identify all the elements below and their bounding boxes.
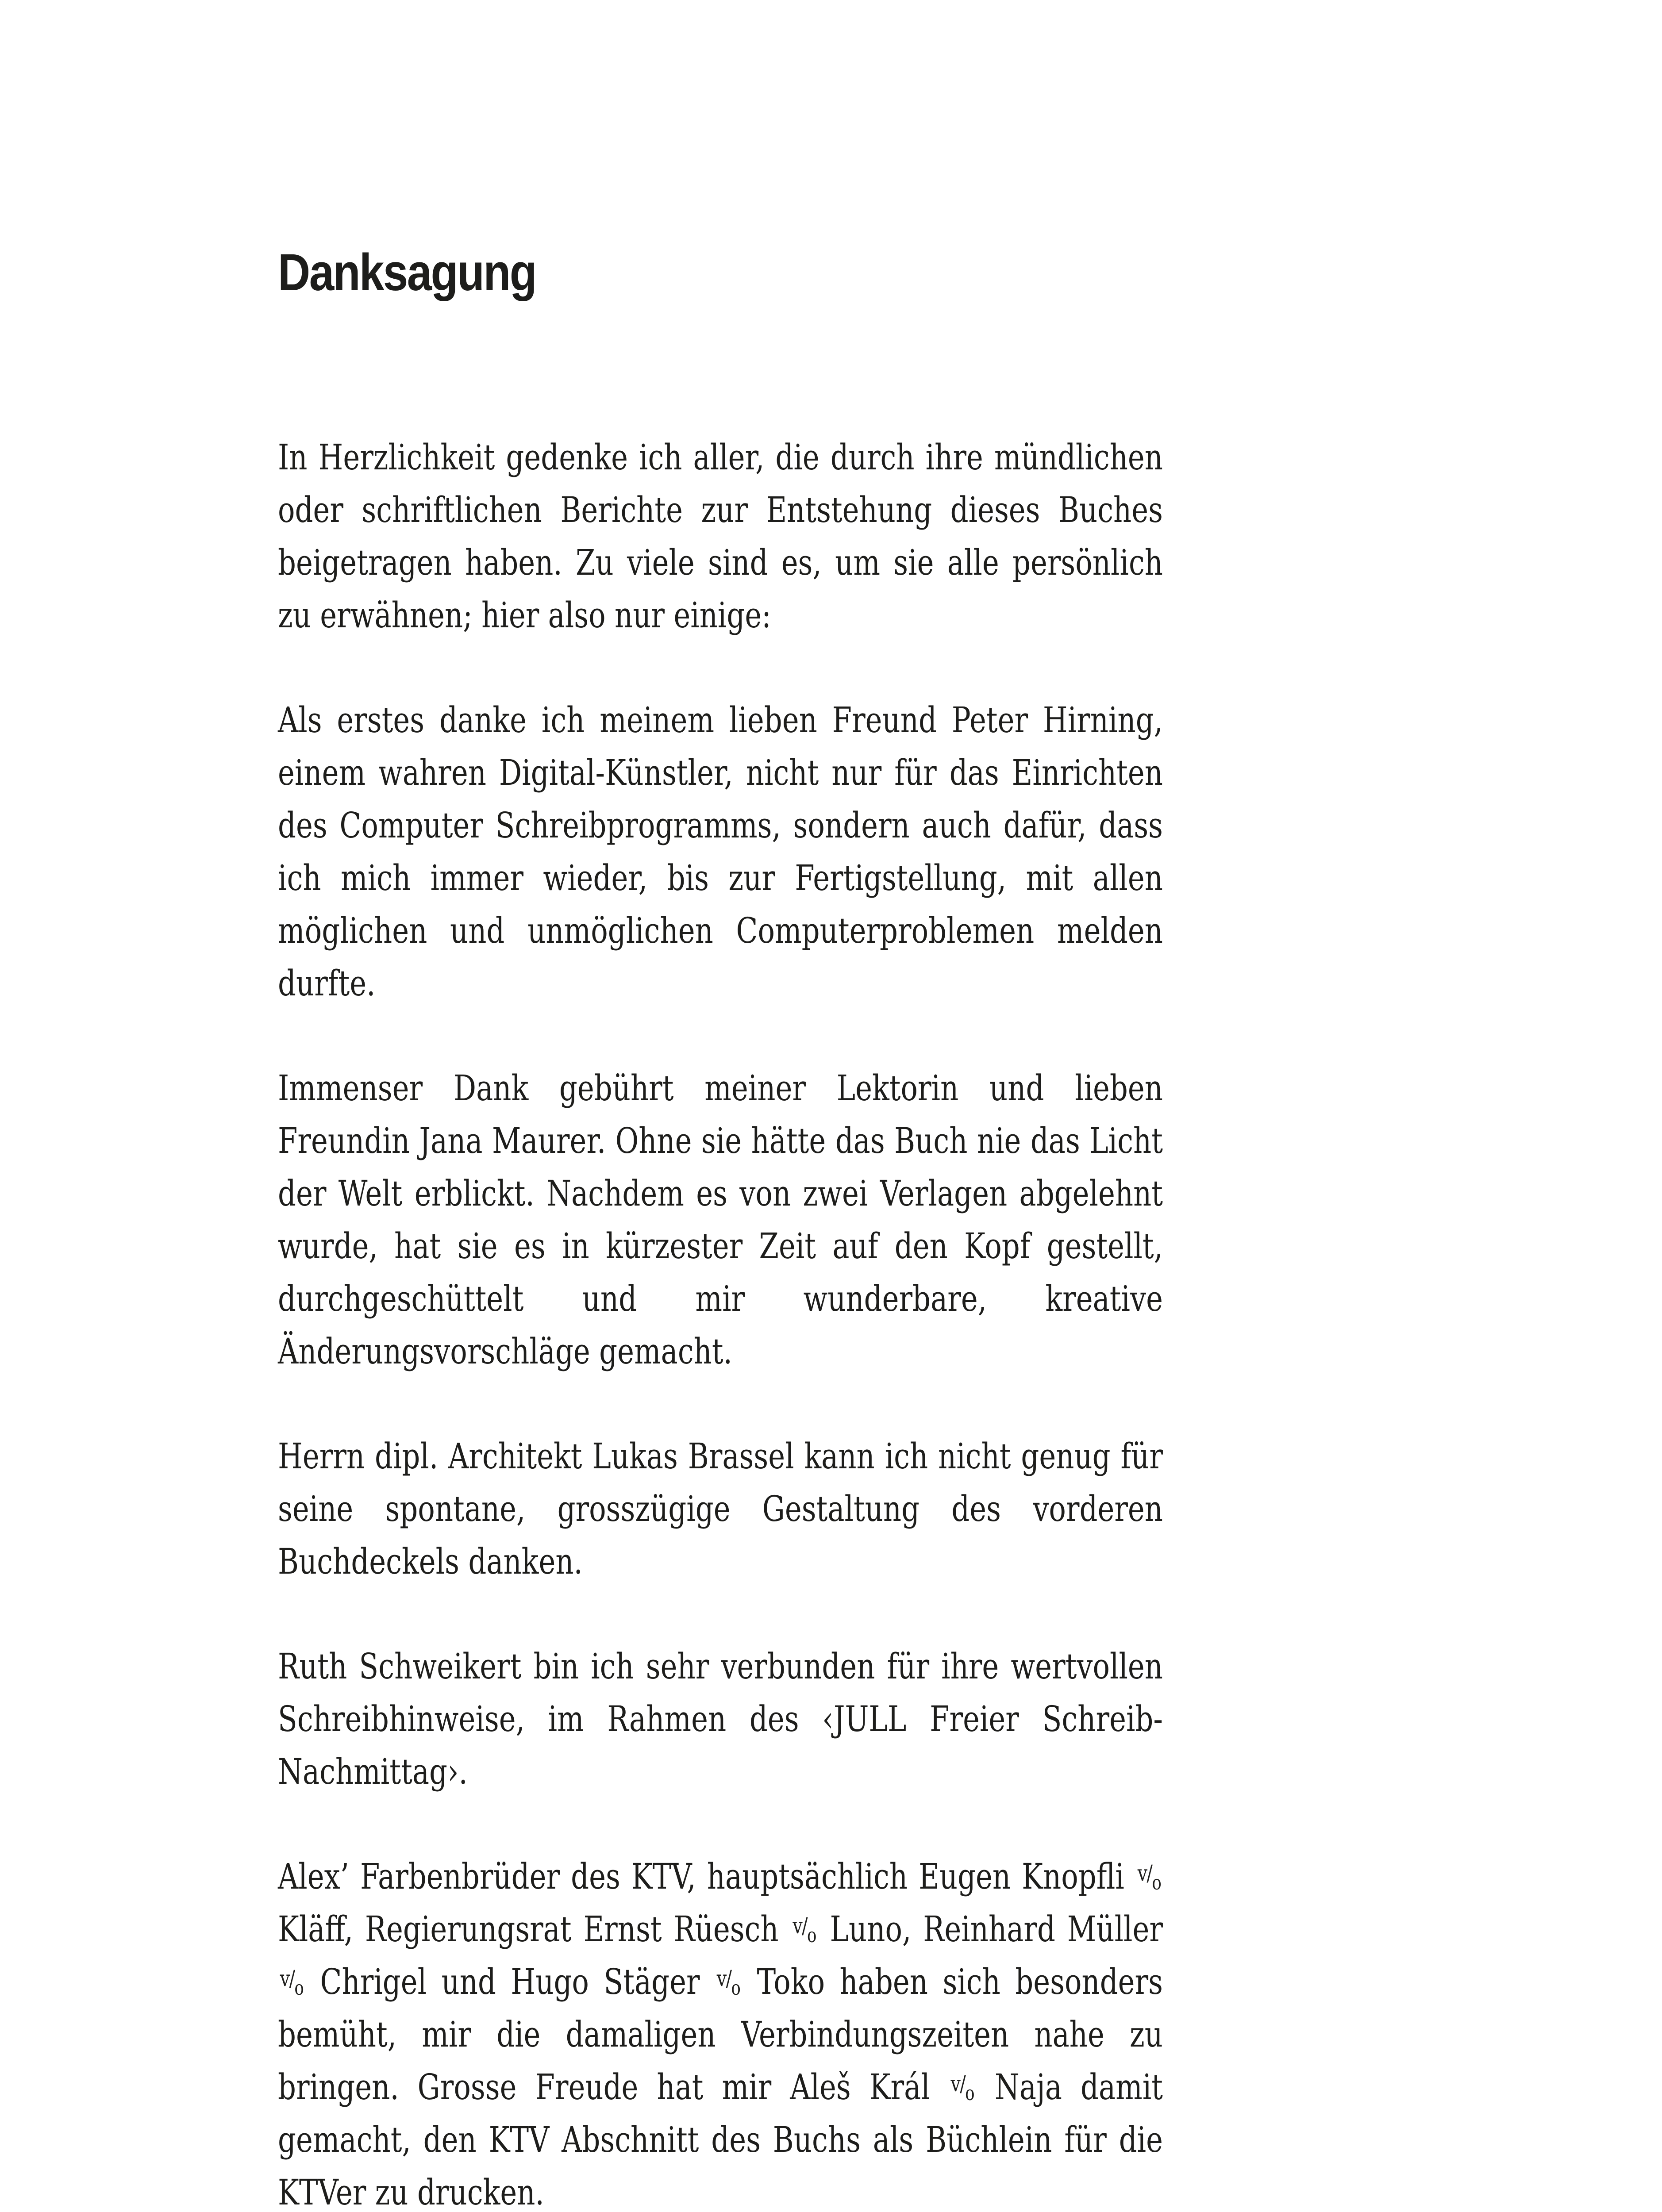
paragraph-ktv [278, 1850, 1163, 2212]
paragraph-ruth-schweikert: Ruth Schweikert bin ich sehr verbunden für ihre wertvollen Schreibhinweise, im Rahmen des ‹JULL Freier Schreib-Nachmittag›. [278, 1645, 1163, 1792]
paragraph-intro: In Herzlichkeit gedenke ich aller, die durch ihre mündlichen oder schriftlichen Berichte zur Entstehung dieses Buches beigetragen haben. Zu viele sind es, um sie alle persönlich zu erwähnen; hier also nur einige: [278, 436, 1163, 636]
text-segment: Luno, Reinhard Müller [830, 1908, 1163, 1950]
vulgo-abbreviation: v/o [1137, 1860, 1161, 1895]
vulgo-abbreviation: v/o [280, 1966, 304, 2000]
page-content [278, 244, 1384, 2212]
text-segment: Toko haben sich besonders bemüht, mir die damaligen Verbindungszeiten nahe zu bringen. Grosse Freude hat mir Aleš Král [278, 1961, 1163, 2108]
text-segment: Naja damit gemacht, den KTV Abschnitt des Buchs als Büchlein für die KTVer zu drucken. [278, 2066, 1163, 2212]
paragraph-peter-hirning: Als erstes danke ich meinem lieben Freund Peter Hirning, einem wahren Digital-Künstler, nicht nur für das Einrichten des Computer Schreibprogramms, sondern auch dafür, dass ich mich immer wieder, bis zur Fertigstellung, mit allen möglichen und unmöglichen Computerproblemen melden durfte. [278, 699, 1163, 1004]
vulgo-abbreviation: v/o [716, 1966, 740, 2000]
text-segment: Chrigel und Hugo Stäger [320, 1961, 700, 2002]
paragraph-jana-maurer: Immenser Dank gebührt meiner Lektorin und lieben Freundin Jana Maurer. Ohne sie hätte das Buch nie das Licht der Welt erblickt. Nachdem es von zwei Verlagen abgelehnt wurde, hat sie es in kürzester Zeit auf den Kopf gestellt, durchgeschüttelt und mir wunderbare, kreative Änderungsvorschläge gemacht. [278, 1067, 1163, 1372]
text-segment: Alex’ Farbenbrüder des KTV, hauptsächlich Eugen Knopfli [278, 1855, 1124, 1897]
vulgo-abbreviation: v/o [793, 1913, 816, 1947]
paragraph-lukas-brassel: Herrn dipl. Architekt Lukas Brassel kann ich nicht genug für seine spontane, grosszügige Gestaltung des vorderen Buchdeckels danken. [278, 1435, 1163, 1582]
vulgo-abbreviation: v/o [950, 2071, 974, 2105]
page-title: Danksagung [278, 243, 536, 302]
text-segment: Kläff, Regierungsrat Ernst Rüesch [278, 1908, 779, 1950]
